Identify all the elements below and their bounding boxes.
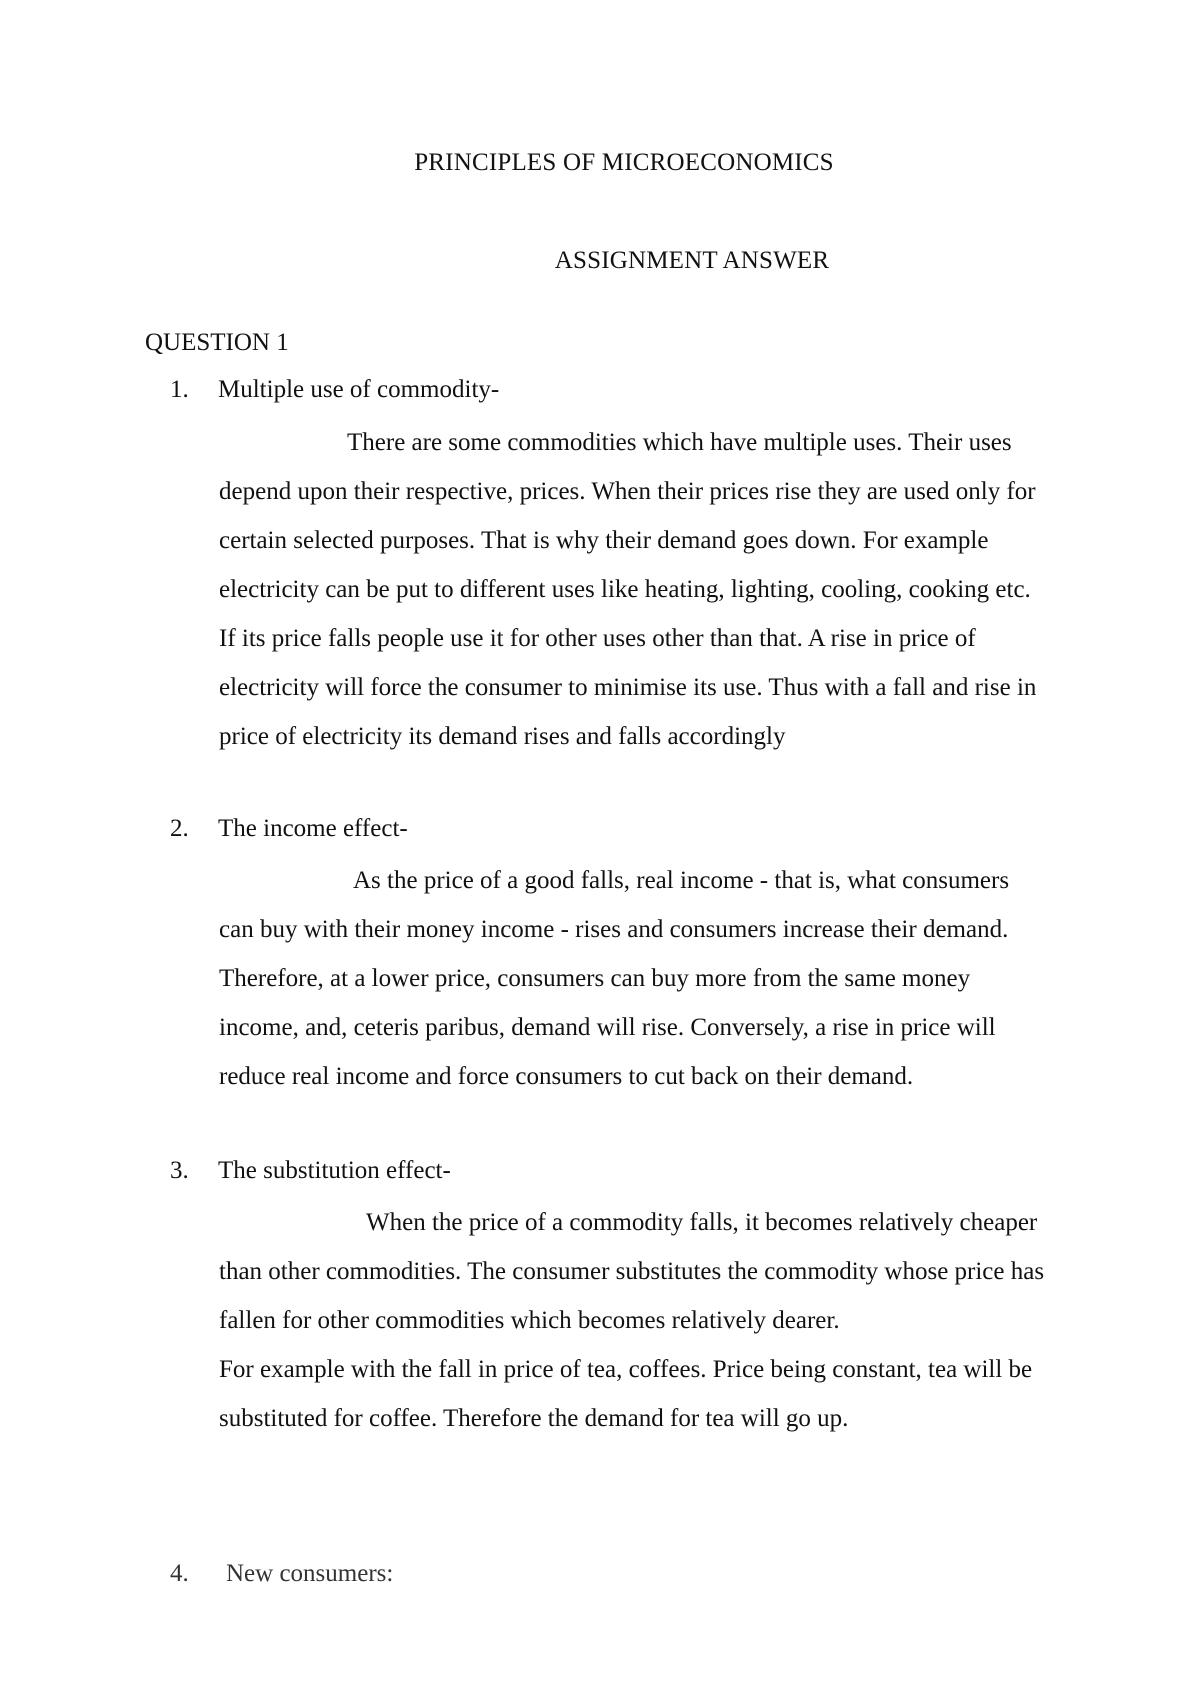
list-item-heading-row xyxy=(170,1559,1070,1589)
list-item-heading-row xyxy=(170,375,1070,405)
list-item-number: 4. xyxy=(170,1560,189,1587)
list-item-body xyxy=(219,1198,1049,1443)
list-item-heading-row xyxy=(170,1156,1070,1186)
list-item-heading: The income effect- xyxy=(218,815,408,842)
list-item xyxy=(170,814,1070,1101)
paragraph: For example with the fall in price of tea, coffees. Price being constant, tea will be substituted for coffee. Therefore the demand for tea will go up. xyxy=(219,1356,1033,1432)
list-item-body xyxy=(219,856,1049,1101)
list-item-heading: New consumers: xyxy=(226,1560,394,1587)
list-item-heading: Multiple use of commodity- xyxy=(218,376,500,403)
list-item-number: 3. xyxy=(170,1157,189,1184)
list-item-body xyxy=(219,418,1049,761)
list-item-heading: The substitution effect- xyxy=(218,1157,451,1184)
list-item xyxy=(170,1156,1070,1443)
document-subtitle: ASSIGNMENT ANSWER xyxy=(554,247,830,274)
paragraph: There are some commodities which have multiple uses. Their uses depend upon their respective, prices. When their prices rise they are used only for certain selected purposes. That is why their demand goes down. For example electricity can be put to different uses like heating, lighting, cooling, cooking etc. If its price falls people use it for other uses other than that. A rise in price of electricity will force the consumer to minimise its use. Thus with a fall and rise in price of electricity its demand rises and falls accordingly xyxy=(219,429,1037,750)
question-label: QUESTION 1 xyxy=(145,329,289,356)
paragraph: As the price of a good falls, real income - that is, what consumers can buy with their money income - rises and consumers increase their demand. Therefore, at a lower price, consumers can buy more from the same money income, and, ceteris paribus, demand will rise. Conversely, a rise in price will reduce real income and force consumers to cut back on their demand. xyxy=(219,867,1010,1090)
list-item-number: 2. xyxy=(170,815,189,842)
list-item xyxy=(170,375,1070,761)
document-title: PRINCIPLES OF MICROECONOMICS xyxy=(414,149,834,176)
list-item-heading-row xyxy=(170,814,1070,844)
list-item-number: 1. xyxy=(170,376,189,403)
list-item xyxy=(170,1559,1070,1589)
paragraph: When the price of a commodity falls, it becomes relatively cheaper than other commodities. The consumer substitutes the commodity whose price has fallen for other commodities which becomes relatively dearer. xyxy=(219,1209,1045,1334)
